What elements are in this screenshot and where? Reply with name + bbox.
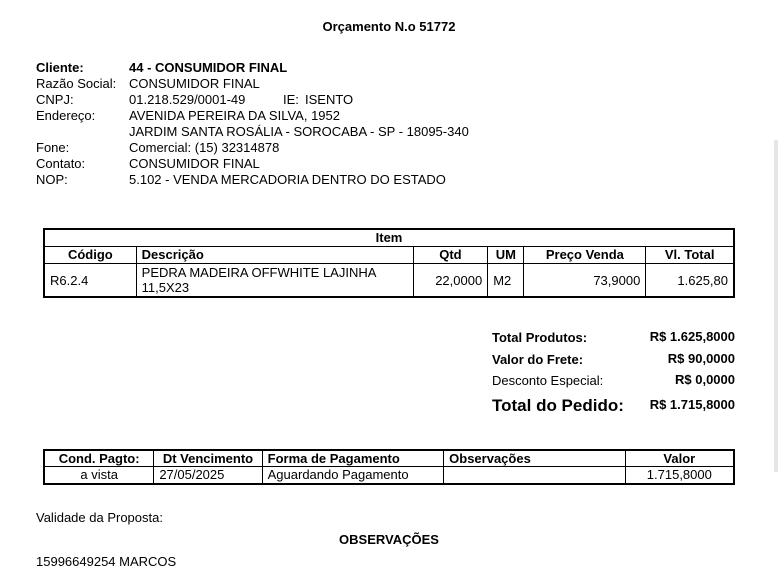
col-header-observacoes: Observações [444, 450, 626, 467]
payment-table [43, 449, 735, 485]
col-header-descricao: Descrição [136, 247, 413, 264]
contato-label: Contato: [36, 156, 86, 171]
pay-vencimento: 27/05/2025 [154, 467, 262, 485]
col-header-cond: Cond. Pagto: [44, 450, 154, 467]
fone-label: Fone: [36, 140, 70, 155]
valor-frete-value: R$ 90,0000 [667, 351, 735, 366]
item-descricao [136, 264, 413, 298]
nop-value: 5.102 - VENDA MERCADORIA DENTRO DO ESTADO [129, 172, 446, 187]
items-table [43, 228, 735, 298]
pay-cond: a vista [44, 467, 154, 485]
ie-label: IE: [283, 92, 299, 107]
endereco-line2: JARDIM SANTA ROSÁLIA - SOROCABA - SP - 18095-340 [129, 124, 469, 139]
table-row [44, 264, 734, 298]
item-total: 1.625,80 [646, 264, 734, 298]
items-header-row [44, 247, 734, 264]
validade-label: Validade da Proposta: [36, 510, 163, 525]
cnpj-value: 01.218.529/0001-49 [129, 92, 246, 107]
payment-header-row [44, 450, 734, 467]
endereco-label: Endereço: [36, 108, 96, 123]
desconto-label: Desconto Especial: [492, 373, 604, 388]
item-descricao-line1: PEDRA MADEIRA OFFWHITE LAJINHA [141, 265, 377, 280]
cnpj-label: CNPJ: [36, 92, 74, 107]
table-row [44, 467, 734, 485]
razao-value: CONSUMIDOR FINAL [129, 76, 260, 91]
item-um: M2 [488, 264, 524, 298]
observacoes-title: OBSERVAÇÕES [339, 532, 439, 547]
total-produtos-label: Total Produtos: [492, 330, 588, 345]
fone-value: Comercial: (15) 32314878 [129, 140, 280, 155]
col-header-qtd: Qtd [413, 247, 488, 264]
contato-value: CONSUMIDOR FINAL [129, 156, 260, 171]
cliente-label: Cliente: [36, 60, 84, 75]
scrollbar[interactable] [774, 140, 778, 472]
document-title: Orçamento N.o 51772 [322, 19, 456, 34]
items-caption: Item [44, 229, 734, 247]
item-preco: 73,9000 [524, 264, 646, 298]
pay-forma: Aguardando Pagamento [262, 467, 444, 485]
col-header-valor: Valor [625, 450, 734, 467]
col-header-preco: Preço Venda [524, 247, 646, 264]
col-header-forma: Forma de Pagamento [262, 450, 444, 467]
item-codigo: R6.2.4 [44, 264, 136, 298]
col-header-codigo: Código [44, 247, 136, 264]
col-header-total: Vl. Total [646, 247, 734, 264]
nop-label: NOP: [36, 172, 68, 187]
endereco-line1: AVENIDA PEREIRA DA SILVA, 1952 [129, 108, 340, 123]
total-pedido-label: Total do Pedido: [492, 396, 624, 415]
ie-value: ISENTO [305, 92, 354, 107]
col-header-vencimento: Dt Vencimento [154, 450, 262, 467]
valor-frete-label: Valor do Frete: [492, 352, 584, 367]
total-produtos-value: R$ 1.625,8000 [649, 329, 735, 344]
total-pedido-value: R$ 1.715,8000 [649, 397, 735, 412]
item-qtd: 22,0000 [413, 264, 488, 298]
razao-label: Razão Social: [36, 76, 117, 91]
cliente-value: 44 - CONSUMIDOR FINAL [129, 60, 288, 75]
item-descricao-line2: 11,5X23 [141, 280, 190, 295]
pay-observacoes [444, 467, 626, 485]
pay-valor: 1.715,8000 [625, 467, 734, 485]
desconto-value: R$ 0,0000 [675, 372, 735, 387]
observacoes-text: 15996649254 MARCOS [36, 554, 177, 569]
col-header-um: UM [488, 247, 524, 264]
